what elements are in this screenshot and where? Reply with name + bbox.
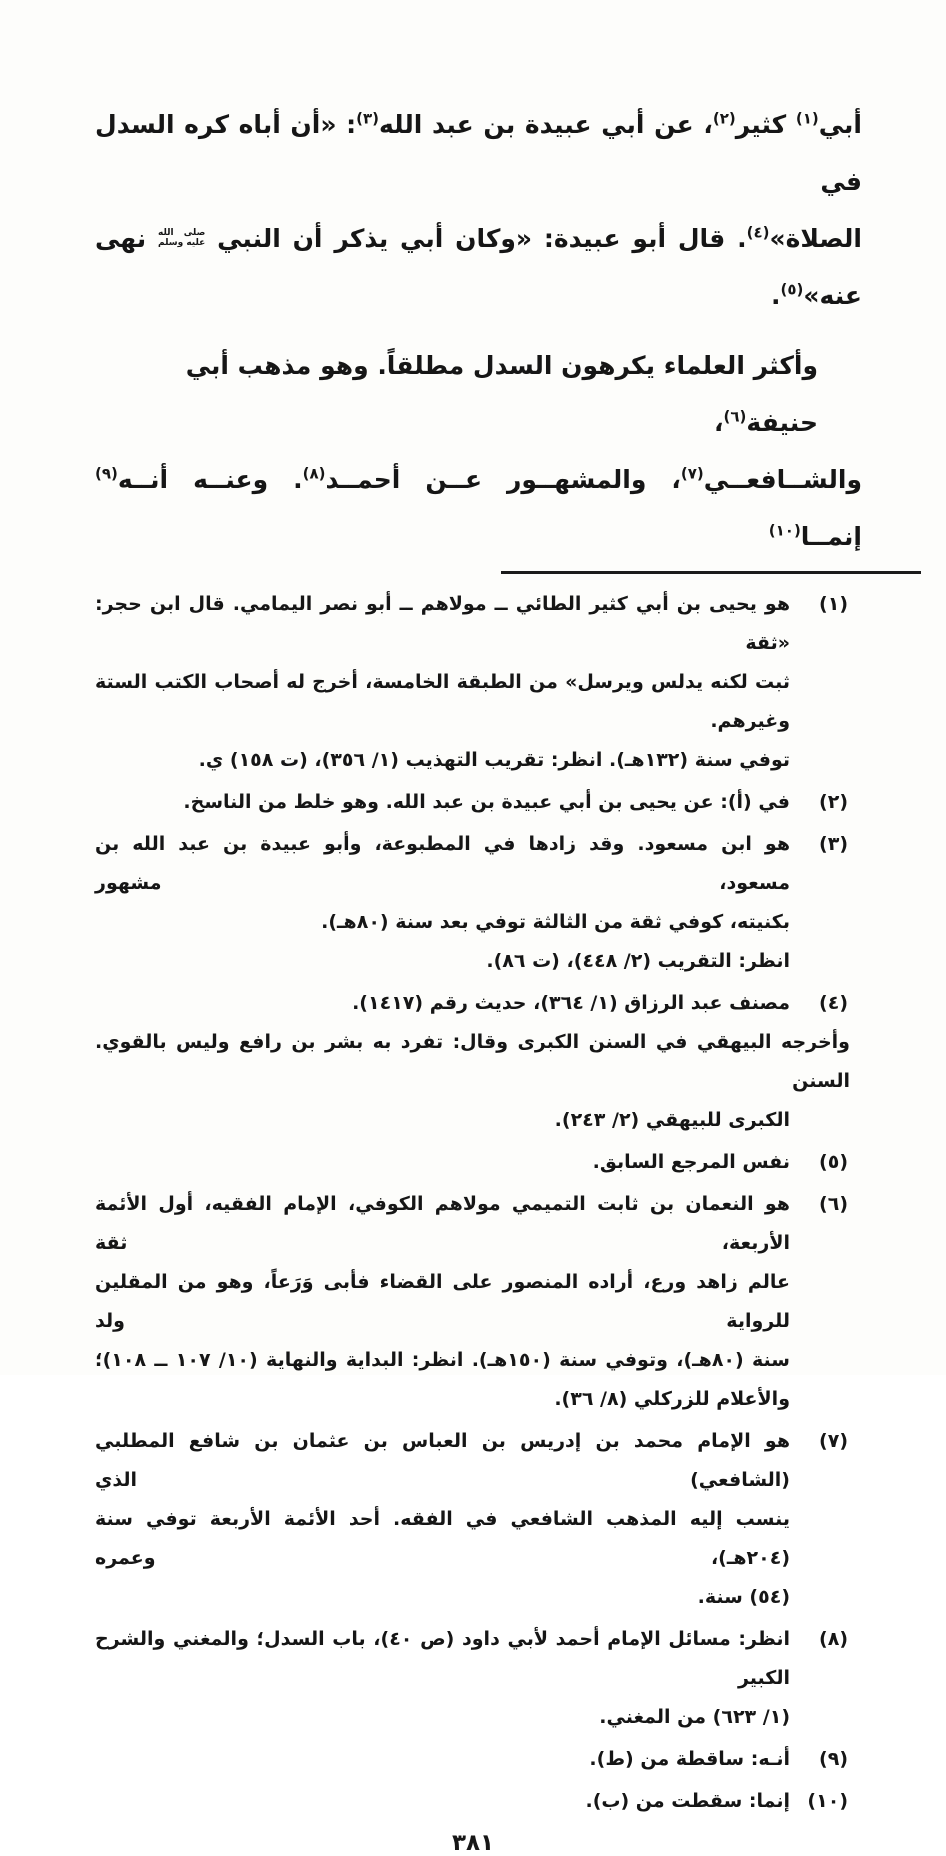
footnote-item-8 xyxy=(95,1620,850,1737)
footnote-number: (٦) xyxy=(819,1193,848,1215)
footnote-line: نفس المرجع السابق. xyxy=(592,1151,790,1173)
footnote-line: توفي سنة (١٣٢هـ). انظر: تقريب التهذيب (١/ ٣٥٦)، (ت ١٥٨) ي. xyxy=(198,749,790,771)
footnote-item-7 xyxy=(95,1422,850,1617)
footnote-line: هو الإمام محمد بن إدريس بن العباس بن عثمان بن شافع المطلبي (الشافعي) الذي xyxy=(95,1430,790,1491)
footnote-number: (٤) xyxy=(819,992,848,1014)
footnote-line: هو النعمان بن ثابت التميمي مولاهم الكوفي، الإمام الفقيه، أول الأئمة الأربعة، ثقة xyxy=(95,1193,790,1254)
footnote-line: هو ابن مسعود. وقد زادها في المطبوعة، وأبو عبيدة بن عبد الله بن مسعود، مشهور xyxy=(95,833,790,894)
body-line: والشــافعــي$^{(٧)}$، والمشهــور عــن أحمــد$^{(٨)}$. وعنــه أنــه$^{(٩)}$ إنمــا$^{(١٠)}$ xyxy=(95,464,862,551)
footnote-number: (٩) xyxy=(819,1748,848,1770)
footnotes xyxy=(0,574,946,1821)
footnote-line: في (أ): عن يحيى بن أبي عبيدة بن عبد الله. وهو خلط من الناسخ. xyxy=(183,791,790,813)
footnote-number: (٧) xyxy=(819,1430,848,1452)
pbuh-symbol-line: صلى الله xyxy=(158,227,206,238)
footnote-number: (٢) xyxy=(819,791,848,813)
main-text xyxy=(0,0,946,565)
body-line-segment: نهى عنه»$^{(٥)}$. xyxy=(95,224,862,310)
footnote-line: (١/ ٦٢٣) من المغني. xyxy=(599,1706,790,1728)
footnote-line: هو يحيى بن أبي كثير الطائي ــ مولاهم ــ أبو نصر اليمامي. قال ابن حجر: «ثقة xyxy=(95,593,790,654)
footnote-line: أنـه: ساقطة من (ط). xyxy=(589,1748,790,1770)
footnote-line: ثبت لكنه يدلس ويرسل» من الطبقة الخامسة، أخرج له أصحاب الكتب الستة وغيرهم. xyxy=(95,671,790,732)
footnote-line: انظر: مسائل الإمام أحمد لأبي داود (ص ٤٠)، باب السدل؛ والمغني والشرح الكبير xyxy=(95,1628,790,1689)
footnote-item-10 xyxy=(95,1782,850,1821)
footnote-item-6 xyxy=(95,1185,850,1419)
footnote-number: (٥) xyxy=(819,1151,848,1173)
pbuh-symbol xyxy=(158,228,205,249)
footnote-item-3 xyxy=(95,825,850,981)
footnote-line: بكنيته، كوفي ثقة من الثالثة توفي بعد سنة (٨٠هـ). xyxy=(321,911,790,933)
footnote-item-9 xyxy=(95,1740,850,1779)
body-line: وأكثر العلماء يكرهون السدل مطلقاً. وهو مذهب أبي حنيفة$^{(٦)}$، xyxy=(185,351,818,437)
body-line-segment: الصلاة»$^{(٤)}$. قال أبو عبيدة: «وكان أبي يذكر أن النبي xyxy=(217,223,862,253)
paragraph-1 xyxy=(95,96,862,324)
paragraph-2 xyxy=(95,337,862,565)
footnote-number: (١) xyxy=(819,593,848,615)
footnote-line: إنما: سقطت من (ب). xyxy=(585,1790,790,1812)
footnote-number: (٨) xyxy=(819,1628,848,1650)
footnote-line: (٥٤) سنة. xyxy=(697,1586,790,1608)
footnote-line: الكبرى للبيهقي (٢/ ٢٤٣). xyxy=(554,1109,790,1131)
footnote-line: مصنف عبد الرزاق (١/ ٣٦٤)، حديث رقم (١٤١٧). xyxy=(352,992,790,1014)
page-number: ٣٨١ xyxy=(451,1830,495,1856)
footnote-line: ينسب إليه المذهب الشافعي في الفقه. أحد الأئمة الأربعة توفي سنة (٢٠٤هـ)، وعمره xyxy=(95,1508,790,1569)
footnote-line: وأخرجه البيهقي في السنن الكبرى وقال: تفرد به بشر بن رافع وليس بالقوي. السنن xyxy=(95,1031,850,1092)
footnote-number: (١٠) xyxy=(807,1790,848,1812)
body-line: أبي$^{(١)}$ كثير$^{(٢)}$، عن أبي عبيدة بن عبد الله$^{(٣)}$: «أن أباه كره السدل في xyxy=(95,109,862,196)
footnote-line: سنة (٨٠هـ)، وتوفي سنة (١٥٠هـ). انظر: البداية والنهاية (١٠/ ١٠٧ ــ ١٠٨)؛ xyxy=(95,1349,790,1371)
pbuh-symbol-line: عليه وسلم xyxy=(158,238,206,248)
footnote-item-4 xyxy=(95,984,850,1140)
footnote-number: (٣) xyxy=(819,833,848,855)
footnote-item-5 xyxy=(95,1143,850,1182)
footnote-line: والأعلام للزركلي (٨/ ٣٦). xyxy=(554,1388,790,1410)
footnote-item-2 xyxy=(95,783,850,822)
footnote-line: عالم زاهد ورع، أراده المنصور على القضاء فأبى وَرَعاً، وهو من المقلين للرواية ولد xyxy=(95,1271,790,1332)
footnote-item-1 xyxy=(95,585,850,780)
footnote-line: انظر: التقريب (٢/ ٤٤٨)، (ت ٨٦). xyxy=(486,950,790,972)
body-line xyxy=(95,210,862,324)
